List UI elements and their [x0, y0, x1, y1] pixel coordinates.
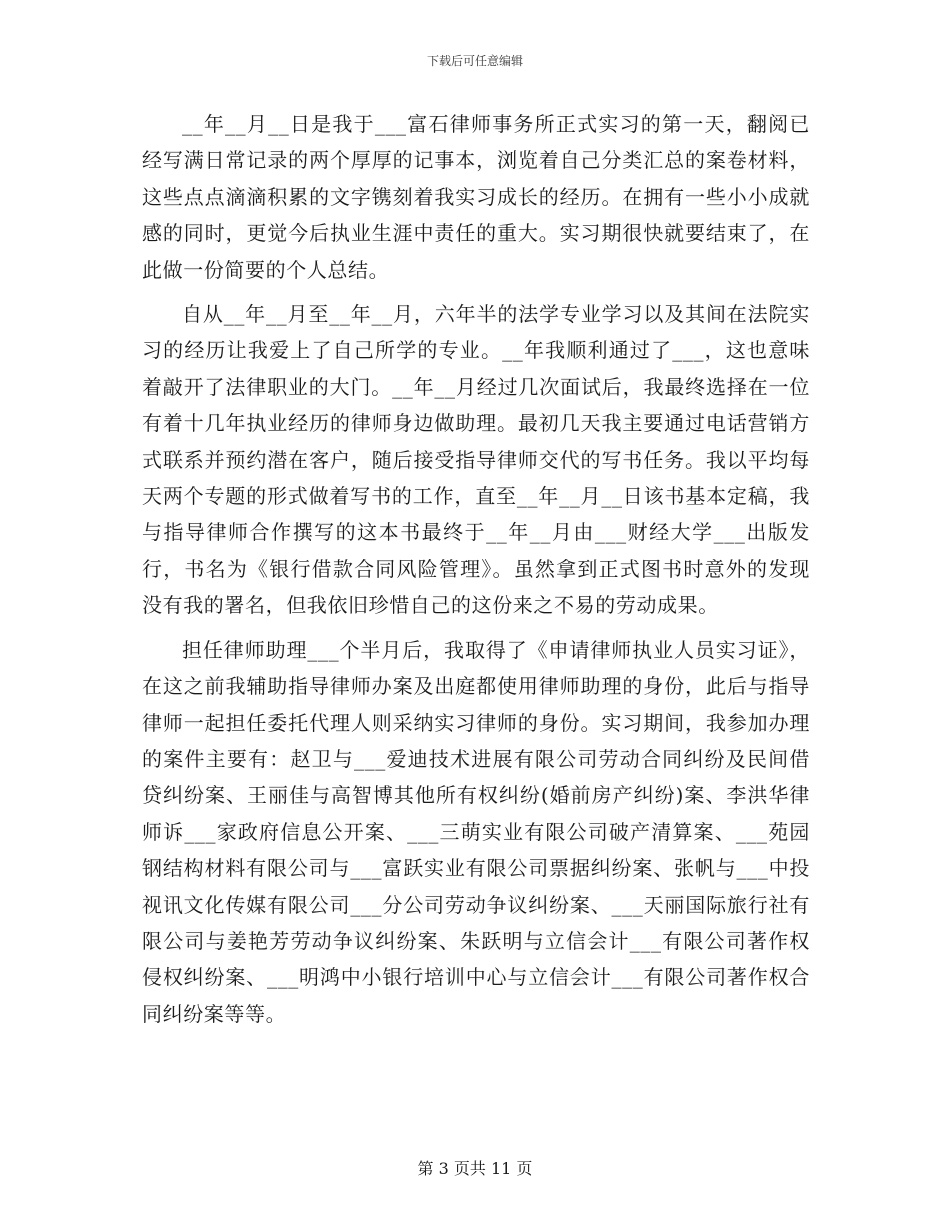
- paragraph-1: __年__月__日是我于___富石律师事务所正式实习的第一天，翻阅已经写满日常记录的两个厚厚的记事本，浏览着自己分类汇总的案卷材料，这些点点滴滴积累的文字镌刻着我实习成长的经历。在拥有一些小小成就感的同时，更觉今后执业生涯中责任的重大。实习期很快就要结束了，在此做一份简要的个人总结。: [142, 112, 810, 282]
- page-header-note: 下载后可任意编辑: [426, 54, 523, 68]
- paragraph-3: 担任律师助理___个半月后，我取得了《申请律师执业人员实习证》，在这之前我辅助指导律师办案及出庭都使用律师助理的身份，此后与指导律师一起担任委托代理人则采纳实习律师的身份。实习期间，我参加办理的案件主要有：赵卫与___爱迪技术进展有限公司劳动合同纠纷及民间借贷纠纷案、王丽佳与高智博其他所有权纠纷(婚前房产纠纷)案、李洪华律师诉___家政府信息公开案、___三萌实业有限公司破产清算案、___苑园钢结构材料有限公司与___富跃实业有限公司票据纠纷案、张帆与___中投视讯文化传媒有限公司___分公司劳动争议纠纷案、___天丽国际旅行社有限公司与姜艳芳劳动争议纠纷案、朱跃明与立信会计___有限公司著作权侵权纠纷案、___明鸿中小银行培训中心与立信会计___有限公司著作权合同纠纷案等等。: [142, 637, 810, 1026]
- document-body: [142, 106, 810, 1040]
- page-number-footer: 第 3 页共 11 页: [417, 1159, 533, 1178]
- paragraph-2: 自从__年__月至__年__月，六年半的法学专业学习以及其间在法院实习的经历让我爱上了自己所学的专业。__年我顺利通过了___，这也意味着敲开了法律职业的大门。__年__月经过几次面试后，我最终选择在一位有着十几年执业经历的律师身边做助理。最初几天我主要通过电话营销方式联系并预约潜在客户，随后接受指导律师交代的写书任务。我以平均每天两个专题的形式做着写书的工作，直至__年__月__日该书基本定稿，我与指导律师合作撰写的这本书最终于__年__月由___财经大学___出版发行，书名为《银行借款合同风险管理》。虽然拿到正式图书时意外的发现没有我的署名，但我依旧珍惜自己的这份来之不易的劳动成果。: [142, 302, 810, 618]
